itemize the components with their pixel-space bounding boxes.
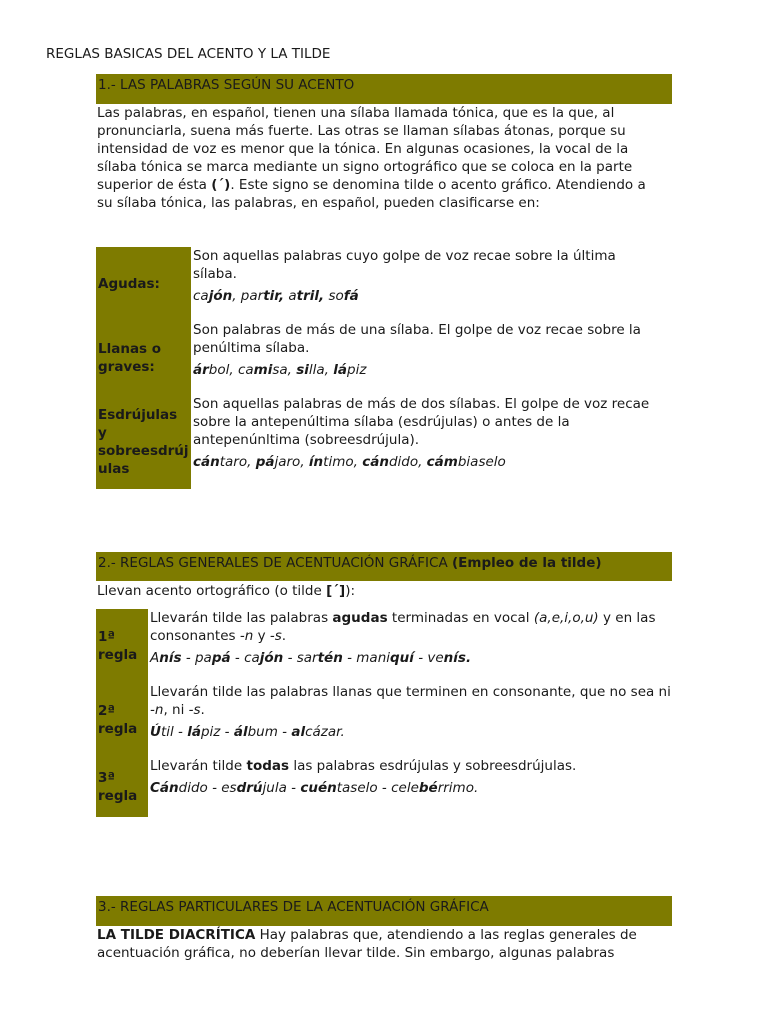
rule-text-part: y en las consonantes (150, 610, 656, 644)
rule-text (150, 609, 672, 645)
example-part: bum - (247, 724, 292, 740)
rule-label-line: graves: (98, 359, 155, 375)
example-part: jula - (262, 780, 301, 796)
rule-label-line: Esdrújulas (98, 407, 178, 423)
rule-text-part: agudas (332, 610, 388, 626)
rule-label-line: regla (98, 647, 138, 663)
rule-label-line: Llanas o (98, 341, 162, 357)
rule-example (193, 287, 672, 305)
rule-label-line: y (98, 425, 107, 441)
rule-text-part: -s (188, 702, 201, 718)
tilde-bracket-symbol: [´] (326, 583, 346, 599)
example-part: piz - (200, 724, 234, 740)
rule-label (96, 683, 148, 757)
rule-label-text (98, 340, 161, 376)
intro-line: intensidad de voz es menor que la tónica. En algunas ocasiones, la vocal de la (97, 141, 629, 157)
rule-text-line: Son palabras de más de una sílaba. El golpe de voz recae sobre la (193, 322, 641, 338)
example-part: piz (347, 362, 367, 378)
example-part: cázar. (305, 724, 345, 740)
rule-text (150, 683, 672, 719)
example-part: - sar (283, 650, 318, 666)
rule-label-text (98, 275, 160, 293)
tilde-symbol: (´) (211, 177, 231, 193)
rule-row (96, 321, 672, 395)
section-3-heading: 3.- REGLAS PARTICULARES DE LA ACENTUACIÓN GRÁFICA (96, 896, 672, 926)
tilde-diacritica-label: LA TILDE DIACRÍTICA (97, 927, 256, 943)
rule-example (150, 723, 672, 741)
example-part: jaro, (274, 454, 309, 470)
rule-text-part: Llevarán tilde las palabras (150, 610, 333, 626)
rule-label-line: Agudas: (98, 276, 160, 292)
example-part: - pa (181, 650, 212, 666)
rule-description (148, 757, 672, 817)
rule-label-line: 1ª (98, 629, 116, 645)
example-part: - ca (230, 650, 260, 666)
section-2-heading (96, 552, 672, 581)
example-part: so (324, 288, 344, 304)
rule-text-part: terminadas en vocal (387, 610, 534, 626)
example-part: ca (193, 288, 209, 304)
example-part: bé (418, 780, 438, 796)
rule-label-line: ulas (98, 461, 130, 477)
example-part: , par (232, 288, 264, 304)
example-part: til - (160, 724, 188, 740)
example-part: jón (208, 288, 233, 304)
intro-line: su sílaba tónica, las palabras, en español, pueden clasificarse en: (97, 195, 540, 211)
example-part: tril, (296, 288, 325, 304)
example-part: lá (333, 362, 348, 378)
rule-description (191, 395, 672, 489)
example-part: ár (193, 362, 209, 378)
rule-row (96, 609, 672, 683)
rule-text-line: Son aquellas palabras cuyo golpe de voz recae sobre la última (193, 248, 616, 264)
intro-line-part: superior de ésta (97, 177, 207, 193)
rule-text-line: sobre la antepenúltima sílaba (esdrújulas) o antes de la (193, 414, 570, 430)
example-part: jón (259, 650, 284, 666)
section-3-line (97, 926, 672, 944)
rule-example (150, 779, 672, 797)
rule-row (96, 683, 672, 757)
rule-text-line: Son aquellas palabras de más de dos sílabas. El golpe de voz recae (193, 396, 650, 412)
section-2-heading-text: 2.- REGLAS GENERALES DE ACENTUACIÓN GRÁFICA (98, 555, 448, 571)
example-part: nís (159, 650, 182, 666)
example-part: timo, (323, 454, 363, 470)
rule-text-part: -s (269, 628, 282, 644)
section-2-intro (97, 582, 672, 600)
rule-row (96, 395, 672, 489)
rule-label-line: 3ª (98, 770, 116, 786)
rule-label (96, 321, 191, 395)
rule-text-line: sílaba. (193, 266, 237, 282)
example-part: mi (253, 362, 273, 378)
example-part: - mani (342, 650, 391, 666)
rule-label (96, 609, 148, 683)
rule-example (150, 649, 672, 667)
rule-label-text (98, 702, 137, 738)
section-3-line-part: Hay palabras que, atendiendo a las reglas generales de (255, 927, 637, 943)
example-part: - ve (413, 650, 444, 666)
rule-text-part: . (281, 628, 287, 644)
rule-label-line: regla (98, 721, 138, 737)
rule-label-text (98, 769, 137, 805)
section-2-intro-text: Llevan acento ortográfico (o tilde (97, 583, 322, 599)
section-1-heading: 1.- LAS PALABRAS SEGÚN SU ACENTO (96, 74, 672, 104)
example-part: pá (211, 650, 231, 666)
example-part: biaselo (457, 454, 506, 470)
rule-example (193, 361, 672, 379)
example-part: cuén (300, 780, 337, 796)
example-part: A (150, 650, 160, 666)
example-part: cán (362, 454, 389, 470)
example-part: ín (308, 454, 324, 470)
rule-text-part: . (200, 702, 205, 718)
example-part: tir, (263, 288, 285, 304)
rule-text-part: y (253, 628, 270, 644)
example-part: dido, (388, 454, 427, 470)
example-part: lla, (308, 362, 334, 378)
example-part: Cán (150, 780, 179, 796)
rule-text (150, 757, 672, 775)
example-part: al (291, 724, 306, 740)
rule-text-part: , ni (163, 702, 189, 718)
example-part: ál (233, 724, 248, 740)
example-part: sa, (272, 362, 297, 378)
section-3-line: acentuación gráfica, no deberían llevar tilde. Sin embargo, algunas palabras (97, 945, 615, 961)
section-2-intro-end: ): (345, 583, 356, 599)
rule-text-part: (a,e,i,o,u) (533, 610, 599, 626)
example-part: rrimo. (437, 780, 479, 796)
general-rules-table (96, 609, 672, 817)
example-part: cám (426, 454, 458, 470)
example-part: bol, ca (208, 362, 254, 378)
example-part: tén (317, 650, 343, 666)
example-part: Ú (150, 724, 161, 740)
rule-text-part: las palabras esdrújulas y sobreesdrújulas. (289, 758, 577, 774)
rule-text (193, 321, 672, 357)
accent-types-table (96, 247, 672, 489)
example-part: lá (187, 724, 201, 740)
rule-text-line: penúltima sílaba. (193, 340, 310, 356)
section-1-intro (97, 104, 672, 212)
example-part: si (296, 362, 309, 378)
example-part: pá (255, 454, 275, 470)
rule-text (193, 395, 672, 449)
intro-line: sílaba tónica se marca mediante un signo ortográfico que se coloca en la parte (97, 159, 633, 175)
rule-text-part: Llevarán tilde las palabras llanas que terminen en consonante, que no sea ni (150, 684, 671, 700)
rule-text-part: Llevarán tilde (150, 758, 247, 774)
intro-line: pronunciarla, suena más fuerte. Las otras se llaman sílabas átonas, porque su (97, 123, 626, 139)
example-part: drú (236, 780, 263, 796)
intro-line: Las palabras, en español, tienen una sílaba llamada tónica, que es la que, al (97, 105, 615, 121)
rule-label-line: sobreesdrúj (98, 443, 189, 459)
rule-label (96, 757, 148, 817)
rule-description (191, 247, 672, 321)
rule-label (96, 395, 191, 489)
rule-description (148, 683, 672, 757)
rule-example (193, 453, 672, 471)
section-3-text (97, 926, 672, 962)
example-part: a (284, 288, 297, 304)
document-title: REGLAS BASICAS DEL ACENTO Y LA TILDE (46, 46, 331, 62)
rule-text-part: -n (239, 628, 254, 644)
rule-label-text (98, 406, 189, 478)
rule-row (96, 247, 672, 321)
intro-line-part: . Este signo se denomina tilde o acento gráfico. Atendiendo a (230, 177, 646, 193)
example-part: taro, (219, 454, 256, 470)
rule-label-line: regla (98, 788, 138, 804)
example-part: nís. (443, 650, 472, 666)
rule-label (96, 247, 191, 321)
rule-text (193, 247, 672, 283)
rule-description (148, 609, 672, 683)
example-part: dido - es (178, 780, 237, 796)
rule-text-part: todas (246, 758, 290, 774)
rule-row (96, 757, 672, 817)
rule-label-line: 2ª (98, 703, 116, 719)
rule-text-line: antepenúnltima (sobreesdrújula). (193, 432, 420, 448)
rule-text-part: -n (150, 702, 164, 718)
rule-description (191, 321, 672, 395)
section-2-heading-bold: (Empleo de la tilde) (452, 555, 602, 571)
intro-line (97, 176, 672, 194)
example-part: cán (193, 454, 220, 470)
rule-label-text (98, 628, 137, 664)
example-part: quí (390, 650, 414, 666)
example-part: taselo - cele (336, 780, 419, 796)
example-part: fá (343, 288, 359, 304)
